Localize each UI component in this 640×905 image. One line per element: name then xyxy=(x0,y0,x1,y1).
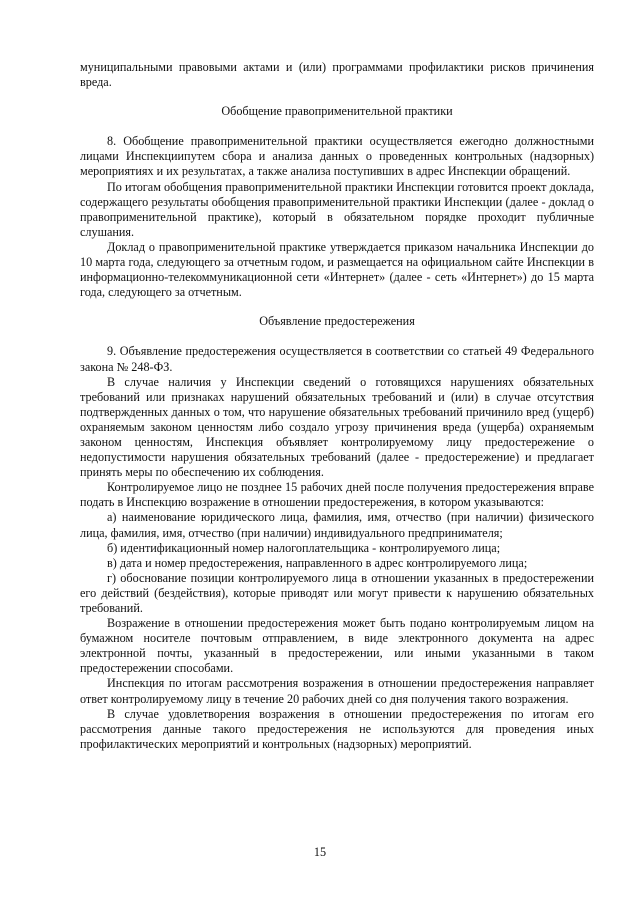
spacer xyxy=(80,329,594,344)
list-item-g: г) обоснование позиции контролируемого лица в отношении указанных в предостережении его действий (бездействия), которые приводят или могут привести к нарушению обязательных требований. xyxy=(80,570,594,615)
section-heading-warning: Объявление предостережения xyxy=(259,314,415,329)
paragraph-8: 8. Обобщение правоприменительной практики осуществляется ежегодно должностными лицами Инспекциипутем сбора и анализа данных о проведенных контрольных (надзорных) мероприятиях и их результатах, а также анализа поступивших в адрес Инспекции обращений. xyxy=(80,134,594,179)
page-number: 15 xyxy=(313,845,327,859)
paragraph-report-approval: Доклад о правоприменительной практике утверждается приказом начальника Инспекции до 10 марта года, следующего за отчетным годом, и размещается на официальном сайте Инспекции в информационно-телекоммуникационной сети «Интернет» (далее - сеть «Интернет») до 15 марта года, следующего за отчетным. xyxy=(80,239,594,300)
spacer xyxy=(80,119,594,134)
paragraph-draft-report: По итогам обобщения правоприменительной практики Инспекции готовится проект доклада, содержащего результаты обобщения правоприменительной практики Инспекции (далее - доклад о правоприменительной практике), который в обязательном порядке проходит публичные слушания. xyxy=(80,179,594,239)
document-page xyxy=(80,60,594,752)
paragraph-9: 9. Объявление предостережения осуществляется в соответствии со статьей 49 Федерального закона № 248-ФЗ. xyxy=(80,344,594,374)
section-heading-generalization: Обобщение правоприменительной практики xyxy=(221,104,453,119)
paragraph-objection-response: Инспекция по итогам рассмотрения возражения в отношении предостережения направляет ответ контролируемому лицу в течение 20 рабочих дней со дня получения такого возражения. xyxy=(80,676,594,706)
intro-fragment: муниципальными правовыми актами и (или) программами профилактики рисков причинения вреда. xyxy=(80,60,594,90)
list-item-v: в) дата и номер предостережения, направленного в адрес контролируемого лица; xyxy=(107,555,528,570)
list-item-a: а) наименование юридического лица, фамилия, имя, отчество (при наличии) физического лица, фамилия, имя, отчество (при наличии) индивидуального предпринимателя; xyxy=(80,510,594,540)
paragraph-objection-satisfied: В случае удовлетворения возражения в отношении предостережения по итогам его рассмотрения данные такого предостережения не используются для проведения иных профилактических мероприятий и контрольных (надзорных) мероприятий. xyxy=(80,706,594,751)
paragraph-objection-submission: Возражение в отношении предостережения может быть подано контролируемым лицом на бумажном носителе почтовым отправлением, в виде электронного документа на адрес электронной почты, указанный в предостережении, или иными указанными в таком предостережении способами. xyxy=(80,616,594,676)
spacer xyxy=(80,90,594,104)
paragraph-objection-right: Контролируемое лицо не позднее 15 рабочих дней после получения предостережения вправе подать в Инспекцию возражение в отношении предостережения, в котором указываются: xyxy=(80,480,594,510)
list-item-b: б) идентификационный номер налогоплательщика - контролируемого лица; xyxy=(107,540,501,555)
spacer xyxy=(80,300,594,314)
paragraph-warning-grounds: В случае наличия у Инспекции сведений о готовящихся нарушениях обязательных требований или признаках нарушений обязательных требований и (или) в случае отсутствия подтвержденных данных о том, что нарушение обязательных требований причинило вред (ущерб) охраняемым законом ценностям либо создало угрозу причинения вреда (ущерба) охраняемым законом ценностям, Инспекция объявляет контролируемому лицу предостережение о недопустимости нарушения обязательных требований (далее - предостережение) и предлагает принять меры по обеспечению их соблюдения. xyxy=(80,374,594,480)
